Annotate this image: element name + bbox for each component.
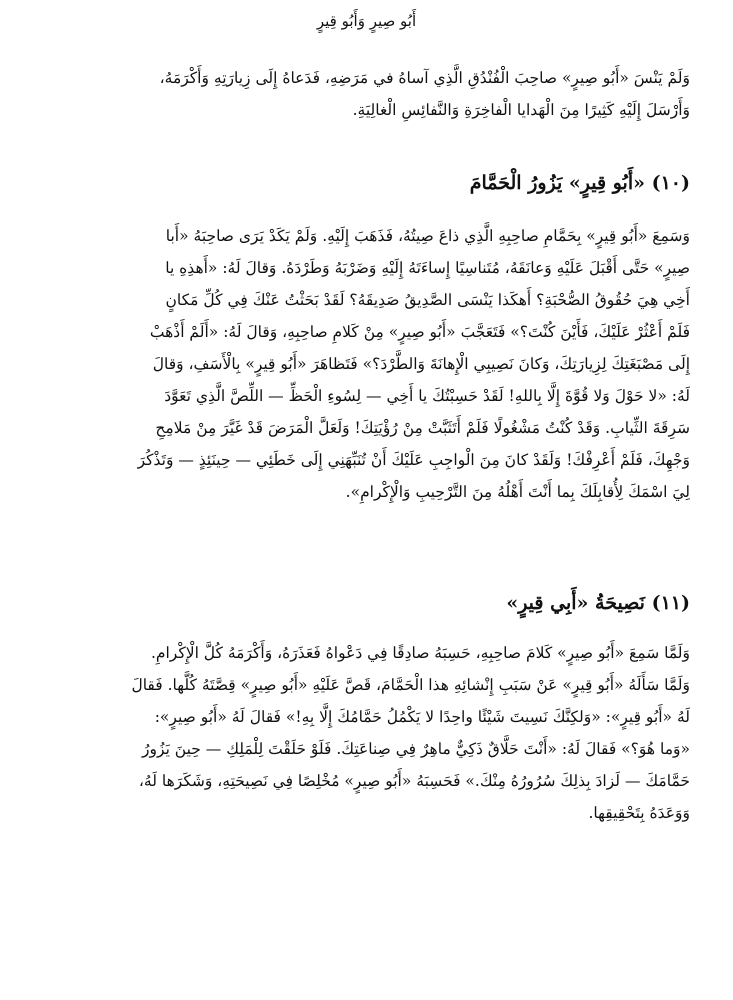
paragraph-line: وَلَمَّا سَمِعَ «أَبُو صِيرٍ» كَلامَ صاحِبِهِ، حَسِبَهُ صادِقًا فِي دَعْواهُ فَعَذَرَهُ، وَأَكْرَمَهُ كُلَّ الْإِكْرامِ. [150,644,690,662]
running-title: أَبُو صِيرٍ وَأَبُو قِيرٍ [316,12,417,30]
paragraph-line: وَلَمَّا سَأَلَهُ «أَبُو قِيرٍ» عَنْ سَبَبِ إِنْشائِهِ هذا الْحَمَّامَ، قَصَّ عَلَيْهِ «أَبُو صِيرٍ» قِصَّتَهُ كُلَّها. فَقالَ [131,676,690,694]
section-heading-10: (١٠) «أَبُو قِيرٍ» يَزُورُ الْحَمَّامَ [469,172,690,194]
paragraph-line: وَوَعَدَهُ بِتَحْقِيقِها. [588,804,690,822]
paragraph-line: لَهُ «أَبُو قِيرٍ»: «وَلكِنَّكَ نَسِيتَ شَيْئًا واحِدًا لا يَكْمُلُ حَمَّامُكَ إِلَّا بِهِ!» فَقالَ لَهُ «أَبُو صِيرٍ»: [154,708,690,726]
section-heading-11: (١١) نَصِيحَةُ «أَبِي قِيرٍ» [506,592,690,614]
paragraph-line: حَمَّامَكَ — لَزادَ بِذلِكَ سُرُورُهُ مِنْكَ.» فَحَسِبَهُ «أَبُو صِيرٍ» مُخْلِصًا فِي نَصِيحَتِهِ، وَشَكَرَها لَهُ، [138,772,690,790]
paragraph-line: أَخِي هِيَ حُقُوقُ الصُّحْبَةِ؟ أَهكَذا يَنْسَى الصَّدِيقُ صَدِيقَهُ؟ لَقَدْ بَحَثْتُ عَنْكَ فِي كُلِّ مَكانٍ [165,291,690,309]
paragraph-line: إِلَى مَصْبَغَتِكَ لِزِيارَتِكَ، وَكانَ نَصِيبِي الْإِهانَةَ وَالطَّرْدَ؟» فَتَظاهَرَ «أَبُو قِيرٍ» بِالْأَسَفِ، وَقالَ [152,355,690,373]
paragraph-line: وَسَمِعَ «أَبُو قِيرٍ» بِحَمَّامِ صاحِبِهِ الَّذِي ذاعَ صِيتُهُ، فَذَهَبَ إِلَيْهِ. وَلَمْ يَكَدْ يَرَى صاحِبَهُ «أَبا [165,227,690,245]
section-11-paragraph [43,637,690,829]
section-10-paragraph [43,220,690,508]
paragraph-line: لَهُ: «لا حَوْلَ وَلا قُوَّةَ إِلَّا بِاللهِ! لَقَدْ حَسِبْتُكَ يا أَخِي — لِسُوءِ الْحَظِّ — اللِّصَّ الَّذِي تَعَوَّدَ [164,387,690,405]
paragraph-line: سَرِقَةَ الثِّيابِ. وَقَدْ كُنْتُ مَشْغُولًا فَلَمْ أَتَثَبَّتْ مِنْ رُؤْيَتِكَ! وَلَعَلَّ الْمَرَضَ قَدْ غَيَّرَ مِنْ مَلامِحِ [155,419,690,437]
paragraph-line: وَلَمْ يَنْسَ «أَبُو صِيرٍ» صاحِبَ الْفُنْدُقِ الَّذِي آساهُ في مَرَضِهِ، فَدَعاهُ إِلَى زِيارَتِهِ وَأَكْرَمَهُ، [159,69,690,87]
paragraph-line: وَجْهِكَ، فَلَمْ أَعْرِفْكَ! وَلَقَدْ كانَ مِنَ الْواجِبِ عَلَيْكَ أَنْ تُنَبِّهَنِي إِلَى خَطَئِي — حِينَئِذٍ — وَتَذْكُرَ [137,451,690,469]
paragraph-line: «وَما هُوَ؟» فَقالَ لَهُ: «أَنْتَ حَلَّاقٌ ذَكِيٌّ ماهِرٌ فِي صِناعَتِكَ. فَلَوْ حَلَقْتَ لِلْمَلِكِ — حِينَ يَزُورُ [142,740,690,758]
paragraph-line: لِيَ اسْمَكَ لِأُقابِلَكَ بِما أَنْتَ أَهْلُهُ مِنَ التَّرْحِيبِ وَالْإِكْرامِ». [345,483,690,501]
intro-paragraph [43,62,690,126]
paragraph-line: صِيرٍ» حَتَّى أَقْبَلَ عَلَيْهِ وَعانَقَهُ، مُتَناسِيًا إِساءَتَهُ إِلَيْهِ وَضَرْبَهُ وَطَرْدَهُ. وَقالَ لَهُ: «أَهذِهِ يا [165,259,690,277]
paragraph-line: فَلَمْ أَعْثُرْ عَلَيْكَ، فَأَيْنَ كُنْتَ؟» فَتَعَجَّبَ «أَبُو صِيرٍ» مِنْ كَلامِ صاحِبِهِ، وَقالَ لَهُ: «أَلَمْ أَذْهَبْ [149,323,690,341]
paragraph-line: وَأَرْسَلَ إِلَيْهِ كَثِيرًا مِنَ الْهَدايا الْفاخِرَةِ وَالنَّفائِسِ الْغالِيَةِ. [352,101,690,119]
